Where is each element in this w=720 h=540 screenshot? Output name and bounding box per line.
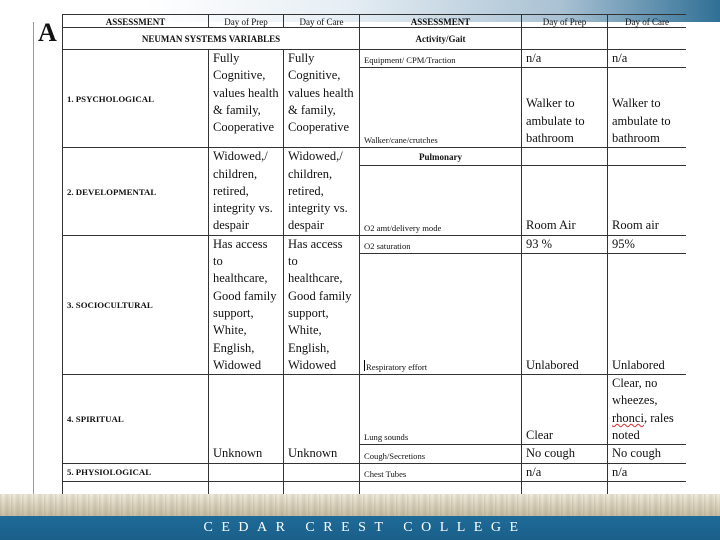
pulmonary-title: Pulmonary: [360, 148, 522, 165]
sociocultural-care-field[interactable]: Has access to healthcare, Good family support, White, English, Widowed: [284, 235, 360, 374]
variable-psychological: 1. PSYCHOLOGICAL: [63, 50, 209, 148]
cough-prep-field[interactable]: No cough: [522, 445, 608, 463]
table-row: [63, 235, 687, 254]
walker-care-field[interactable]: Walker to ambulate to bathroom: [608, 68, 687, 148]
chest-tubes-label: Chest Tubes: [360, 463, 522, 481]
chest-tubes-care-field[interactable]: n/a: [608, 463, 687, 481]
page-margin-line: [33, 22, 34, 494]
variable-developmental: 2. DEVELOPMENTAL: [63, 148, 209, 235]
o2-mode-label: O2 amt/delivery mode: [360, 165, 522, 235]
header-day-of-prep-left: Day of Prep: [209, 15, 284, 28]
variable-sociocultural: 3. SOCIOCULTURAL: [63, 235, 209, 374]
spiritual-prep-field[interactable]: Unknown: [209, 375, 284, 463]
respiratory-effort-label: Respiratory effort: [366, 362, 428, 373]
table-row: [63, 375, 687, 445]
cough-care-field[interactable]: No cough: [608, 445, 687, 463]
equipment-label: Equipment/ CPM/Traction: [360, 50, 522, 68]
section-title-row: [63, 28, 687, 50]
header-row: [63, 15, 687, 28]
lung-sounds-care-text-c: , rales noted: [612, 410, 674, 443]
o2-saturation-prep-field[interactable]: 93 %: [522, 235, 608, 254]
pulmonary-care-empty: [608, 148, 687, 165]
neuman-variables-title: NEUMAN SYSTEMS VARIABLES: [63, 28, 360, 50]
equipment-care-field[interactable]: n/a: [608, 50, 687, 68]
walker-label: Walker/cane/crutches: [360, 68, 522, 148]
table-row: [63, 50, 687, 68]
respiratory-effort-cell: [360, 254, 522, 375]
empty-cell[interactable]: [209, 481, 284, 494]
variable-spiritual: 4. SPIRITUAL: [63, 375, 209, 463]
empty-cell[interactable]: [360, 481, 522, 494]
college-name: CEDAR CREST COLLEGE: [203, 520, 527, 535]
o2-saturation-label: O2 saturation: [360, 235, 522, 254]
physiological-prep-field[interactable]: [209, 463, 284, 481]
table-row: [63, 463, 687, 481]
lung-sounds-care-field[interactable]: [608, 375, 687, 445]
empty-cell[interactable]: [522, 481, 608, 494]
header-assessment-left: ASSESSMENT: [63, 15, 209, 28]
slide-letter: A: [38, 18, 57, 47]
empty-cell[interactable]: [63, 481, 209, 494]
slide-footer: [0, 494, 720, 540]
header-assessment-right: ASSESSMENT: [360, 15, 522, 28]
psychological-care-field[interactable]: Fully Cognitive, values health & family, Cooperative: [284, 50, 360, 148]
lung-sounds-care-text-a: Clear, no wheezes,: [612, 376, 658, 408]
header-day-of-care-right: Day of Care: [608, 15, 687, 28]
developmental-care-field[interactable]: Widowed,/ children, retired, integrity vs. despair: [284, 148, 360, 235]
equipment-prep-field[interactable]: n/a: [522, 50, 608, 68]
table-row: [63, 481, 687, 494]
table-row: [63, 148, 687, 165]
empty-cell[interactable]: [608, 481, 687, 494]
pulmonary-prep-empty: [522, 148, 608, 165]
assessment-table: [62, 14, 686, 494]
sociocultural-prep-field[interactable]: Has access to healthcare, Good family support, White, English, Widowed: [209, 235, 284, 374]
header-day-of-care-left: Day of Care: [284, 15, 360, 28]
spellcheck-flagged-word: rhonci: [612, 410, 644, 425]
footer-texture: [0, 494, 720, 516]
psychological-prep-field[interactable]: Fully Cognitive, values health & family, Cooperative: [209, 50, 284, 148]
cough-label: Cough/Secretions: [360, 445, 522, 463]
lung-sounds-prep-field[interactable]: Clear: [522, 375, 608, 445]
variable-physiological: 5. PHYSIOLOGICAL: [63, 463, 209, 481]
empty-cell[interactable]: [284, 481, 360, 494]
respiratory-effort-prep-field[interactable]: Unlabored: [522, 254, 608, 375]
header-day-of-prep-right: Day of Prep: [522, 15, 608, 28]
o2-mode-prep-field[interactable]: Room Air: [522, 165, 608, 235]
activity-gait-title: Activity/Gait: [360, 28, 522, 50]
footer-bar: [0, 516, 720, 540]
physiological-care-field[interactable]: [284, 463, 360, 481]
text-cursor: [364, 360, 365, 371]
o2-saturation-care-field[interactable]: 95%: [608, 235, 687, 254]
o2-mode-care-field[interactable]: Room air: [608, 165, 687, 235]
respiratory-effort-care-field[interactable]: Unlabored: [608, 254, 687, 375]
developmental-prep-field[interactable]: Widowed,/ children, retired, integrity vs. despair: [209, 148, 284, 235]
care-plan-sheet: [62, 14, 686, 494]
activity-prep-empty: [522, 28, 608, 50]
walker-prep-field[interactable]: Walker to ambulate to bathroom: [522, 68, 608, 148]
spiritual-care-field[interactable]: Unknown: [284, 375, 360, 463]
lung-sounds-label: Lung sounds: [360, 375, 522, 445]
chest-tubes-prep-field[interactable]: n/a: [522, 463, 608, 481]
activity-care-empty: [608, 28, 687, 50]
